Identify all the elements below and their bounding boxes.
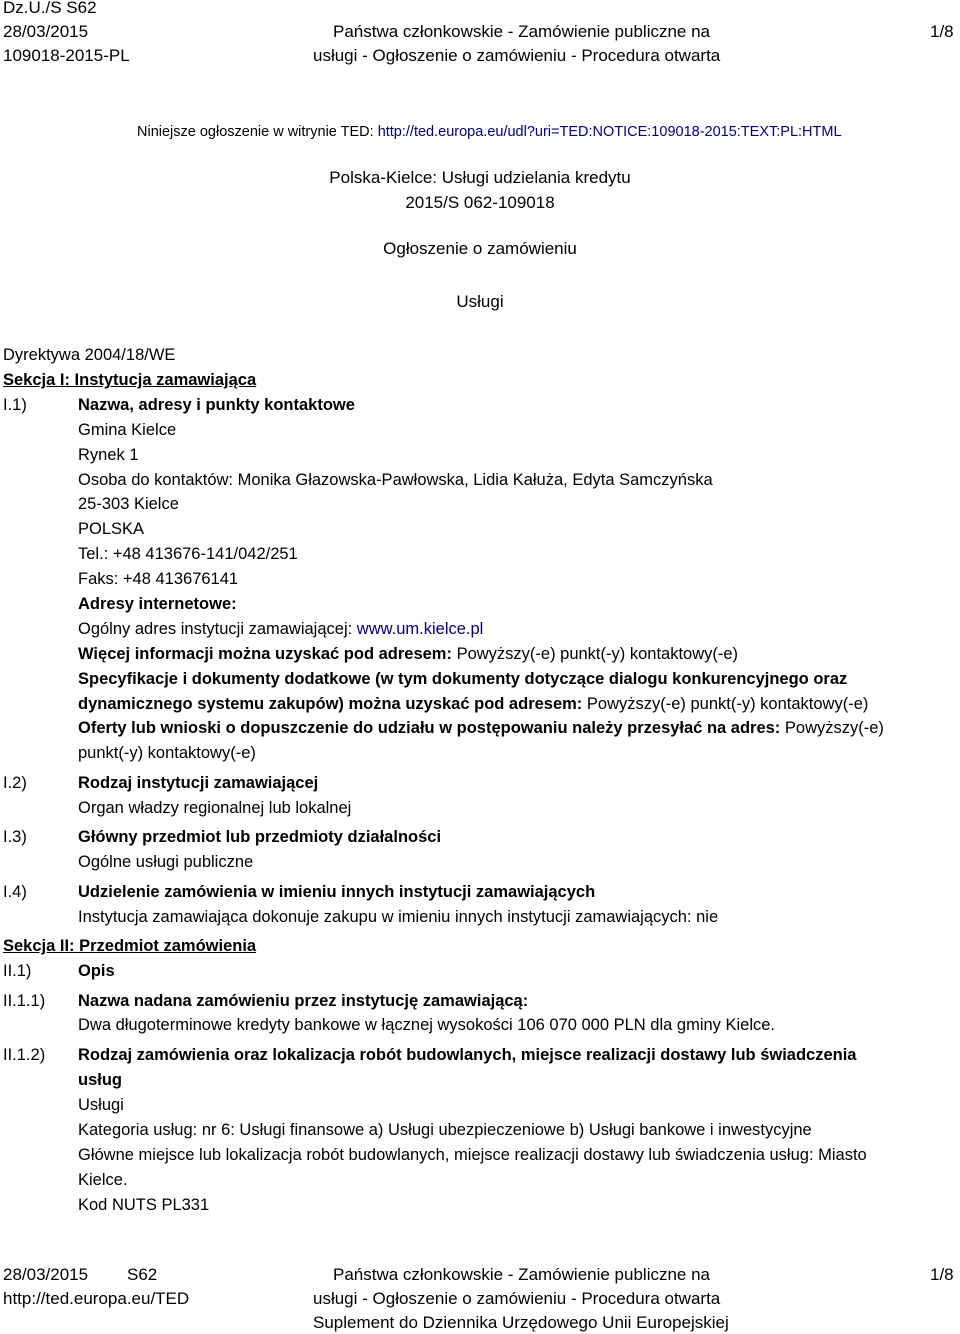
header-date: 28/03/2015	[3, 22, 89, 41]
footer-supplement: Suplement do Dziennika Urzędowego Unii Europejskiej	[313, 1313, 729, 1332]
service-category: Kategoria usług: nr 6: Usługi finansowe a) Usługi ubezpieczeniowe b) Usługi bankowe i inwestycyjne	[78, 1121, 812, 1139]
header-notice-id: 109018-2015-PL	[3, 46, 130, 65]
item-value-i3: Ogólne usługi publiczne	[78, 853, 254, 871]
item-number-i3: I.3)	[3, 828, 27, 846]
authority-phone: Tel.: +48 413676-141/042/251	[78, 545, 298, 563]
spec-docs-line2	[78, 694, 868, 714]
ted-notice-line	[137, 122, 842, 142]
item-heading-i1: Nazwa, adresy i punkty kontaktowe	[78, 396, 355, 414]
header-page-number: 1/8	[930, 22, 954, 41]
notice-type: Ogłoszenie o zamówieniu	[383, 239, 577, 258]
header-journal-ref: Dz.U./S S62	[3, 0, 97, 17]
offers-line1	[78, 718, 884, 738]
ted-notice-prefix: Niniejsze ogłoszenie w witrynie TED:	[137, 124, 378, 140]
nuts-code: Kod NUTS PL331	[78, 1196, 210, 1214]
footer-category-line2: usługi - Ogłoszenie o zamówieniu - Procedura otwarta	[313, 1289, 721, 1308]
authority-name: Gmina Kielce	[78, 421, 177, 439]
notice-contract-type: Usługi	[456, 292, 504, 311]
place-of-performance-line2: Kielce.	[78, 1171, 128, 1189]
general-address-link[interactable]: www.um.kielce.pl	[356, 620, 484, 638]
general-address-line	[78, 619, 483, 639]
spec-docs-label-line2: dynamicznego systemu zakupów) można uzyskać pod adresem:	[78, 695, 587, 713]
item-heading-ii12-line1: Rodzaj zamówienia oraz lokalizacja robót budowlanych, miejsce realizacji dostawy lub świadczenia	[78, 1046, 857, 1064]
authority-fax: Faks: +48 413676141	[78, 570, 239, 588]
item-number-i1: I.1)	[3, 396, 27, 414]
more-info-line	[78, 644, 738, 664]
spec-docs-label-line1: Specyfikacje i dokumenty dodatkowe (w tym dokumenty dotyczące dialogu konkurencyjnego oraz	[78, 670, 848, 688]
item-heading-i4: Udzielenie zamówienia w imieniu innych instytucji zamawiających	[78, 883, 596, 901]
general-address-label: Ogólny adres instytucji zamawiającej:	[78, 620, 357, 638]
spec-docs-value: Powyższy(-e) punkt(-y) kontaktowy(-e)	[586, 695, 869, 713]
footer-date: 28/03/2015	[3, 1265, 89, 1284]
web-addresses-heading: Adresy internetowe:	[78, 595, 237, 613]
contract-type-value: Usługi	[78, 1096, 124, 1114]
section-1-heading: Sekcja I: Instytucja zamawiająca	[3, 371, 257, 389]
more-info-label: Więcej informacji można uzyskać pod adresem:	[78, 645, 457, 663]
item-heading-ii1: Opis	[78, 962, 115, 980]
item-number-ii12: II.1.2)	[3, 1046, 46, 1064]
authority-city: 25-303 Kielce	[78, 495, 179, 513]
item-number-i2: I.2)	[3, 774, 27, 792]
contract-title: Dwa długoterminowe kredyty bankowe w łącznej wysokości 106 070 000 PLN dla gminy Kielce.	[78, 1016, 776, 1034]
item-value-i2: Organ władzy regionalnej lub lokalnej	[78, 799, 352, 817]
contact-persons: Osoba do kontaktów: Monika Głazowska-Pawłowska, Lidia Kałuża, Edyta Samczyńska	[78, 471, 713, 489]
item-heading-ii12-line2: usług	[78, 1071, 122, 1089]
footer-ted-link[interactable]: http://ted.europa.eu/TED	[3, 1289, 190, 1308]
item-number-i4: I.4)	[3, 883, 27, 901]
item-number-ii1: II.1)	[3, 962, 32, 980]
offers-value-line2: punkt(-y) kontaktowy(-e)	[78, 744, 256, 762]
ted-notice-link[interactable]: http://ted.europa.eu/udl?uri=TED:NOTICE:109018-2015:TEXT:PL:HTML	[377, 124, 842, 140]
footer-page-number: 1/8	[930, 1265, 954, 1284]
notice-title: Polska-Kielce: Usługi udzielania kredytu	[329, 168, 631, 187]
section-2-heading: Sekcja II: Przedmiot zamówienia	[3, 937, 257, 955]
offers-label: Oferty lub wnioski o dopuszczenie do udziału w postępowaniu należy przesyłać na adres:	[78, 719, 785, 737]
notice-number: 2015/S 062-109018	[405, 193, 555, 212]
directive: Dyrektywa 2004/18/WE	[3, 346, 176, 364]
place-of-performance-line1: Główne miejsce lub lokalizacja robót budowlanych, miejsce realizacji dostawy lub świadczenia usług: Miasto	[78, 1146, 867, 1164]
header-category-line1: Państwa członkowskie - Zamówienie publiczne na	[333, 22, 711, 41]
item-heading-ii11: Nazwa nadana zamówieniu przez instytucję zamawiającą:	[78, 992, 529, 1010]
header-category-line2: usługi - Ogłoszenie o zamówieniu - Procedura otwarta	[313, 46, 721, 65]
item-heading-i3: Główny przedmiot lub przedmioty działalności	[78, 828, 442, 846]
offers-value-line1: Powyższy(-e)	[784, 719, 884, 737]
footer-issue: S62	[127, 1265, 158, 1284]
authority-country: POLSKA	[78, 520, 145, 538]
item-value-i4: Instytucja zamawiająca dokonuje zakupu w imieniu innych instytucji zamawiających: nie	[78, 908, 719, 926]
item-number-ii11: II.1.1)	[3, 992, 46, 1010]
item-heading-i2: Rodzaj instytucji zamawiającej	[78, 774, 319, 792]
authority-street: Rynek 1	[78, 446, 139, 464]
more-info-value: Powyższy(-e) punkt(-y) kontaktowy(-e)	[456, 645, 739, 663]
footer-category-line1: Państwa członkowskie - Zamówienie publiczne na	[333, 1265, 711, 1284]
